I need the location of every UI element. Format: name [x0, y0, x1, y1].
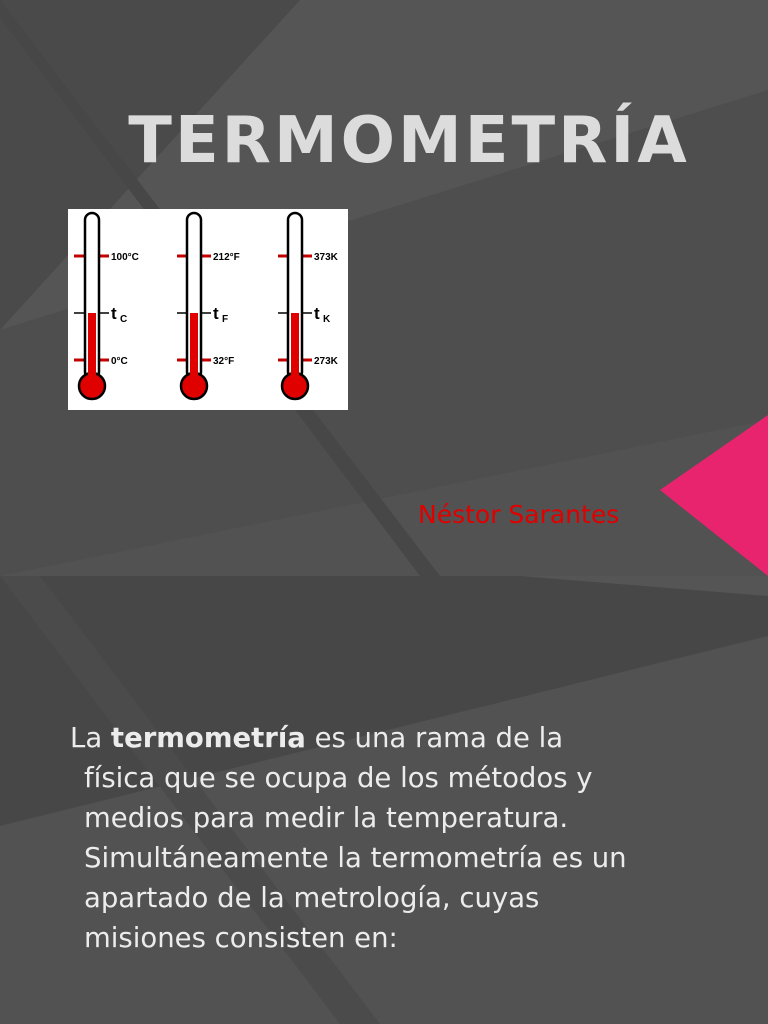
line1-prefix: La	[70, 722, 111, 754]
definition-paragraph	[70, 718, 740, 958]
tk-subscript: K	[323, 314, 331, 325]
tf-bottom-label: 32°F	[213, 356, 235, 367]
tk-variable: t	[314, 304, 320, 323]
paragraph-line-2: física que se ocupa de los métodos y	[84, 762, 593, 794]
tc-top-label: 100°C	[111, 252, 139, 263]
paragraph-line-4: Simultáneamente la termometría es un	[84, 842, 627, 874]
paragraph-line-3: medios para medir la temperatura.	[84, 802, 569, 834]
tk-bottom-label: 273K	[314, 356, 338, 367]
tf-variable: t	[213, 304, 219, 323]
tf-top-label: 212°F	[213, 252, 240, 263]
thermometers-figure	[68, 209, 348, 410]
slide-title: TERMOMETRÍA	[128, 104, 690, 178]
thermometer-kelvin	[278, 213, 339, 399]
content-slide	[0, 576, 768, 1024]
tc-subscript: C	[120, 314, 128, 325]
tf-subscript: F	[222, 314, 229, 325]
term-bold: termometría	[110, 722, 306, 754]
thermometer-fahrenheit	[177, 213, 240, 399]
tk-top-label: 373K	[314, 252, 338, 263]
paragraph-line-5: apartado de la metrología, cuyas	[84, 882, 540, 914]
author-name: Néstor Sarantes	[418, 500, 620, 529]
tc-bottom-label: 0°C	[111, 356, 128, 367]
tc-variable: t	[111, 304, 117, 323]
paragraph-line-6: misiones consisten en:	[84, 922, 398, 954]
paragraph-line-1	[70, 718, 740, 758]
line1-suffix: es una rama de la	[305, 722, 564, 754]
thermometer-celsius	[74, 213, 139, 399]
